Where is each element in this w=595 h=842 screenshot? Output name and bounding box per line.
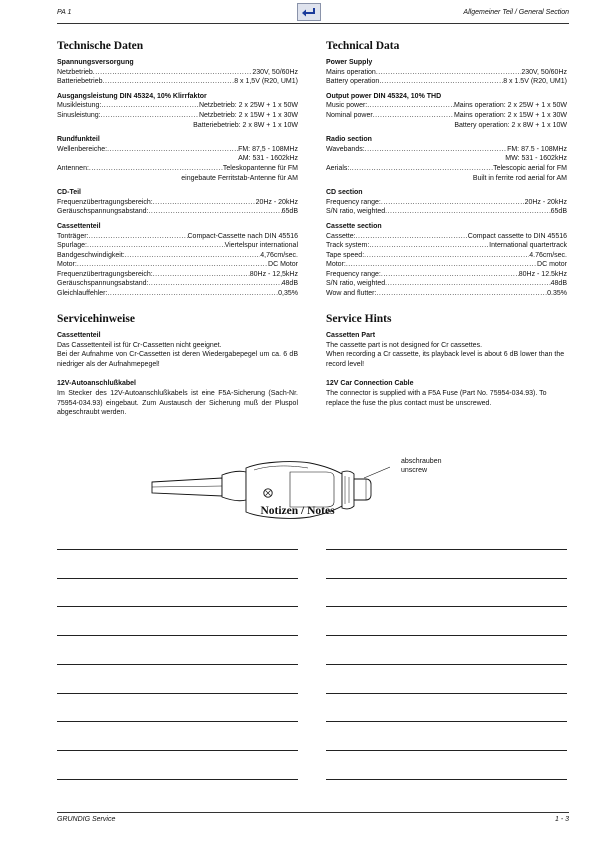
note-line <box>57 750 298 751</box>
heading-cassette-section: Cassette section <box>326 222 382 230</box>
note-line <box>326 635 567 636</box>
header-divider <box>57 23 569 24</box>
back-button[interactable] <box>297 3 321 21</box>
spec-row: S/N ratio, weighted ..... 48dB <box>326 279 567 289</box>
heading-cd-section: CD section <box>326 189 363 197</box>
back-arrow-icon <box>301 6 317 18</box>
spec-row: Netzbetrieb ..... 230V, 50/60Hz <box>57 68 298 78</box>
title-service-hints: Service Hints <box>326 313 392 325</box>
spec-row: Motor: ..... DC motor <box>326 260 567 270</box>
footer-divider <box>57 812 569 813</box>
spec-row: Bandgeschwindigkeit: ..... 4,76cm/sec. <box>57 251 298 261</box>
note-line <box>57 578 298 579</box>
spec-row: Frequenzübertragungsbereich: ..... 20Hz - 20kHz <box>57 198 298 208</box>
unscrew-annotation <box>401 458 441 475</box>
heading-cassettenteil: Cassettenteil <box>57 222 101 230</box>
note-line <box>326 549 567 550</box>
english-column <box>326 40 567 299</box>
note-line <box>57 664 298 665</box>
heading-power-supply: Power Supply <box>326 59 373 66</box>
note-line <box>57 693 298 694</box>
spec-continuation: MW: 531 - 1602kHz <box>505 155 567 163</box>
service-text: Das Cassettenteil ist für Cr-Cassetten nicht geeignet. <box>57 341 222 349</box>
spec-continuation: eingebaute Ferritstab-Antenne für AM <box>181 174 298 182</box>
spec-row: Frequency range: ..... 20Hz - 20kHz <box>326 198 567 208</box>
spec-row: Tape speed: ..... 4.76cm/sec. <box>326 251 567 261</box>
note-line <box>326 606 567 607</box>
spec-row: Battery operation ..... 8 x 1.5V (R20, UM1) <box>326 77 567 87</box>
spec-row: Aerials: ..... Telescopic aerial for FM <box>326 164 567 174</box>
annotation-de: abschrauben <box>401 458 442 465</box>
service-text: The cassette part is not designed for Cr cassettes. <box>326 341 483 349</box>
spec-continuation: Batteriebetrieb: 2 x 8W + 1 x 10W <box>193 121 298 129</box>
spec-row: Nominal power ..... Mains operation: 2 x 15W + 1 x 30W <box>326 111 567 121</box>
service-text: The connector is supplied with a F5A Fuse (Part No. 75954-034.93). To replace the fuse the plus contact must be unscrewed. <box>326 389 547 407</box>
heading-cassettenteil-service: Cassettenteil <box>57 332 101 339</box>
heading-spannungsversorgung: Spannungsversorgung <box>57 59 134 66</box>
note-line <box>326 721 567 722</box>
notes-title: Notizen / Notes <box>260 505 335 517</box>
spec-row: Motor: ..... DC Motor <box>57 260 298 270</box>
service-text: When recording a Cr cassette, its playback level is about 6 dB lower than the record level! <box>326 351 565 368</box>
note-line <box>326 693 567 694</box>
service-text: Bei der Aufnahme von Cr-Cassetten ist deren Wiedergabepegel um ca. 6 dB niedriger als der Aufnahmepegel! <box>57 351 298 368</box>
spec-row: Frequenzübertragungsbereich: ..... 80Hz - 12,5kHz <box>57 270 298 280</box>
heading-rundfunkteil: Rundfunkteil <box>57 136 100 144</box>
spec-row: Track system: ..... International quartertrack <box>326 241 567 251</box>
spec-row: Cassette: ..... Compact cassette to DIN 45516 <box>326 232 567 242</box>
footer-left: GRUNDIG Service <box>57 816 116 823</box>
spec-row: Antennen: ..... Teleskopantenne für FM <box>57 164 298 174</box>
heading-cd-teil: CD-Teil <box>57 189 81 197</box>
note-line <box>57 721 298 722</box>
header-right: Allgemeiner Teil / General Section <box>463 9 569 16</box>
spec-row: Batteriebetrieb ..... 8 x 1,5V (R20, UM1) <box>57 77 298 87</box>
heading-12v-kabel: 12V-Autoanschlußkabel <box>57 380 136 388</box>
note-line <box>57 779 298 780</box>
note-line <box>57 606 298 607</box>
german-column <box>57 40 298 299</box>
service-text: Im Stecker des 12V-Autoanschlußkabels ist eine F5A-Sicherung (Sach-Nr. 75954-034.93) eingebaut. Zum Austausch der Sicherung muß der Pluspol abgeschraubt werden. <box>57 389 298 417</box>
title-servicehinweise: Servicehinweise <box>57 313 135 325</box>
heading-radio-section: Radio section <box>326 136 372 144</box>
annotation-en: unscrew <box>401 466 428 474</box>
spec-row: Sinusleistung: ..... Netzbetrieb: 2 x 15W + 1 x 30W <box>57 111 298 121</box>
note-line <box>57 635 298 636</box>
spec-row: S/N ratio, weighted ..... 65dB <box>326 207 567 217</box>
service-hints-en <box>326 313 567 408</box>
spec-continuation: AM: 531 - 1602kHz <box>238 155 298 163</box>
spec-row: Gleichlauffehler: ..... 0,35% <box>57 289 298 299</box>
spec-row: Wavebands: ..... FM: 87.5 - 108MHz <box>326 145 567 155</box>
note-line <box>326 750 567 751</box>
spec-row: Frequency range: ..... 80Hz - 12.5kHz <box>326 270 567 280</box>
header-left: PA 1 <box>57 9 72 16</box>
heading-ausgangsleistung: Ausgangsleistung DIN 45324, 10% Klirrfaktor <box>57 92 207 100</box>
heading-cassetten-part: Cassetten Part <box>326 332 376 339</box>
service-hints-de <box>57 313 298 418</box>
spec-row: Tonträger: ..... Compact-Cassette nach DIN 45516 <box>57 232 298 242</box>
title-technische-daten: Technische Daten <box>57 40 144 52</box>
spec-continuation: Built in ferrite rod aerial for AM <box>472 174 567 182</box>
spec-row: Geräuschspannungsabstand: ..... 48dB <box>57 279 298 289</box>
note-line <box>326 664 567 665</box>
note-line <box>326 578 567 579</box>
spec-row: Music power: ..... Mains operation: 2 x 25W + 1 x 50W <box>326 101 567 111</box>
spec-continuation: Battery operation: 2 x 8W + 1 x 10W <box>454 121 567 129</box>
note-line <box>326 779 567 780</box>
spec-row: Geräuschspannungsabstand: ..... 65dB <box>57 207 298 217</box>
spec-row: Musikleistung: ..... Netzbetrieb: 2 x 25W + 1 x 50W <box>57 101 298 111</box>
spec-row: Spurlage: ..... Viertelspur international <box>57 241 298 251</box>
spec-row: Wellenbereiche: ..... FM: 87,5 - 108MHz <box>57 145 298 155</box>
title-technical-data: Technical Data <box>326 40 400 52</box>
spec-row: Wow and flutter: ..... 0.35% <box>326 289 567 299</box>
page-number: 1 - 3 <box>554 816 569 823</box>
note-line <box>57 549 298 550</box>
heading-output-power: Output power DIN 45324, 10% THD <box>326 92 442 100</box>
heading-12v-cable: 12V Car Connection Cable <box>326 380 414 388</box>
spec-row: Mains operation ..... 230V, 50/60Hz <box>326 68 567 78</box>
